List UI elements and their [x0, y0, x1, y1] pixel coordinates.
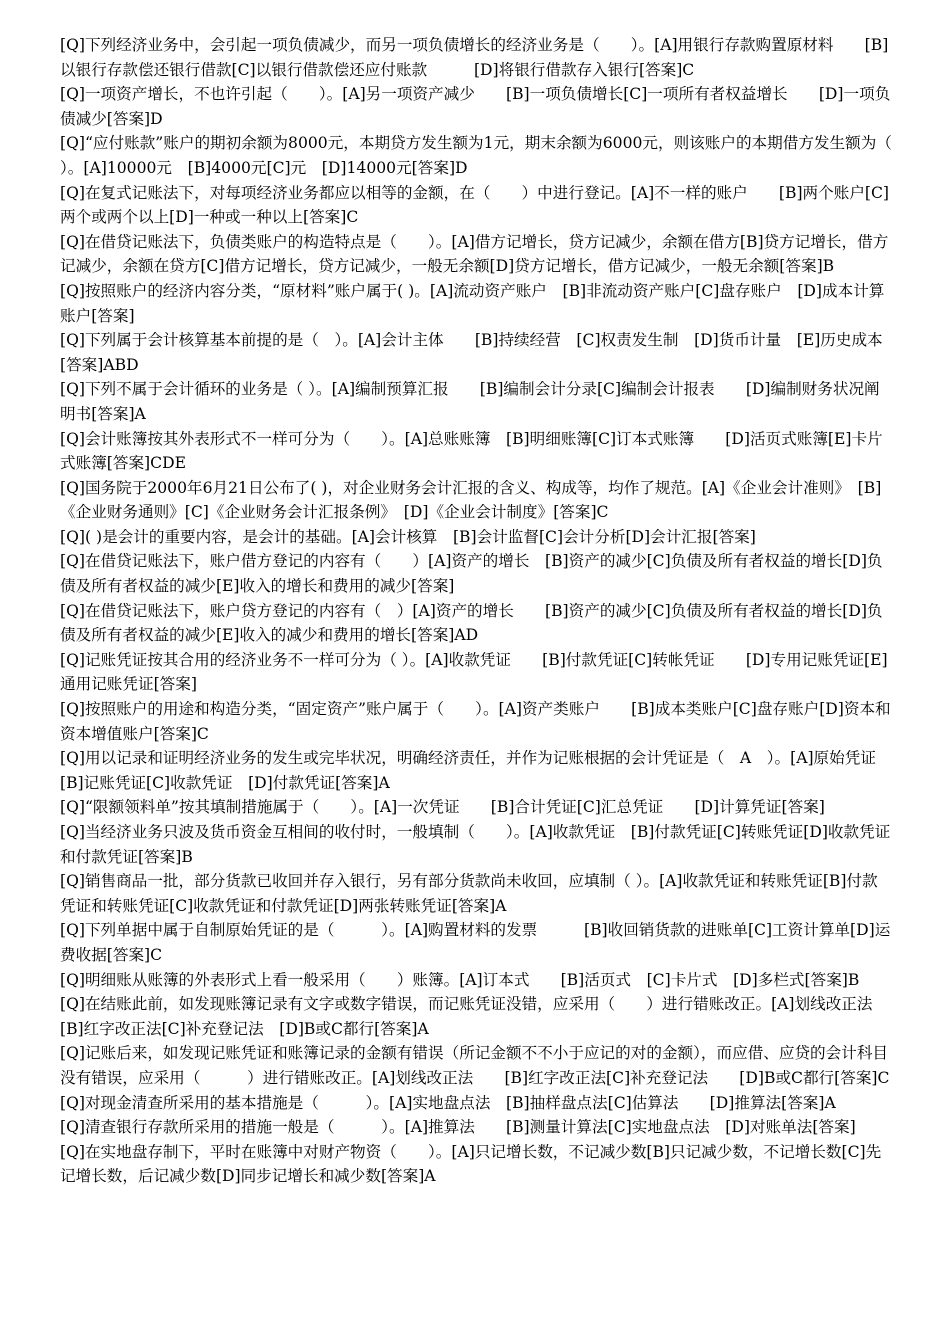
- question-item: [Q]明细账从账簿的外表形式上看一般采用（ ）账簿。[A]订本式 [B]活页式 [C]卡片式 [D]多栏式[答案]B: [60, 970, 860, 989]
- question-item: [Q]在借贷记账法下，账户借方登记的内容有（ ）[A]资产的增长 [B]资产的减少[C]负债及所有者权益的增长[D]负债及所有者权益的减少[E]收入的增长和费用的减少[答案]: [60, 552, 883, 596]
- question-item: [Q]会计账簿按其外表形式不一样可分为（ ）。[A]总账账簿 [B]明细账簿[C]订本式账簿 [D]活页式账簿[E]卡片式账簿[答案]CDE: [60, 429, 883, 473]
- question-item: [Q]在复式记账法下，对每项经济业务都应以相等的金额，在（ ）中进行登记。[A]不一样的账户 [B]两个账户[C]两个或两个以上[D]一种或一种以上[答案]C: [60, 183, 890, 227]
- question-item: [Q]销售商品一批，部分货款已收回并存入银行，另有部分货款尚未收回，应填制（ ）。[A]收款凭证和转账凭证[B]付款凭证和转账凭证[C]收款凭证和付款凭证[D]两张转账凭证[答案]A: [60, 872, 878, 915]
- question-item: [Q]下列单据中属于自制原始凭证的是（ ）。[A]购置材料的发票 [B]收回销货款的进账单[C]工资计算单[D]运费收据[答案]C: [60, 921, 891, 964]
- question-item: [Q]记账凭证按其合用的经济业务不一样可分为（ ）。[A]收款凭证 [B]付款凭证[C]转帐凭证 [D]专用记账凭证[E]通用记账凭证[答案]: [60, 650, 888, 694]
- question-item: [Q]在借贷记账法下，账户贷方登记的内容有（ ）[A]资产的增长 [B]资产的减少[C]负债及所有者权益的增长[D]负债及所有者权益的减少[E]收入的减少和费用的增长[答案]AD: [60, 601, 883, 645]
- question-item: [Q]清查银行存款所采用的措施一般是（ ）。[A]推算法 [B]测量计算法[C]实地盘点法 [D]对账单法[答案]: [60, 1118, 856, 1137]
- question-item: [Q]一项资产增长，不也许引起（ ）。[A]另一项资产减少 [B]一项负债增长[C]一项所有者权益增长 [D]一项负债减少[答案]D: [60, 85, 891, 128]
- question-item: [Q]对现金清查所采用的基本措施是（ ）。[A]实地盘点法 [B]抽样盘点法[C]估算法 [D]推算法[答案]A: [60, 1093, 836, 1112]
- question-item: [Q]在借贷记账法下，负债类账户的构造特点是（ ）。[A]借方记增长，贷方记减少，余额在借方[B]贷方记增长，借方记减少，余额在贷方[C]借方记增长，贷方记减少，一般无余额[D]贷方记增长，借方记减少，一般无余额[答案]B: [60, 232, 889, 276]
- question-item: [Q]下列经济业务中，会引起一项负债减少，而另一项负债增长的经济业务是（ ）。[A]用银行存款购置原材料 [B]以银行存款偿还银行借款[C]以银行借款偿还应付账款 [D]将银行借款存入银行[答案]C: [60, 36, 889, 79]
- question-item: [Q]在结账此前，如发现账簿记录有文字或数字错误，而记账凭证没错，应采用（ ）进行错账改正。[A]划线改正法 [B]红字改正法[C]补充登记法 [D]B或C都行[答案]A: [60, 995, 904, 1038]
- question-item: [Q]下列属于会计核算基本前提的是（ ）。[A]会计主体 [B]持续经营 [C]权责发生制 [D]货币计量 [E]历史成本[答案]ABD: [60, 331, 883, 374]
- question-item: [Q]“限额领料单”按其填制措施属于（ ）。[A]一次凭证 [B]合计凭证[C]汇总凭证 [D]计算凭证[答案]: [60, 798, 825, 817]
- question-item: [Q]国务院于2000年6月21日公布了( )，对企业财务会计汇报的含义、构成等，均作了规范。[A]《企业会计准则》 [B]《企业财务通则》[C]《企业财务会计汇报条例》 [D]《企业会计制度》[答案]C: [60, 478, 882, 522]
- question-item: [Q]下列不属于会计循环的业务是（ ）。[A]编制预算汇报 [B]编制会计分录[C]编制会计报表 [D]编制财务状况阐明书[答案]A: [60, 380, 880, 423]
- question-item: [Q]在实地盘存制下，平时在账簿中对财产物资（ ）。[A]只记增长数，不记减少数[B]只记减少数，不记增长数[C]先记增长数，后记减少数[D]同步记增长和减少数[答案]A: [60, 1142, 882, 1186]
- question-item: [Q]按照账户的经济内容分类，“原材料”账户属于( )。[A]流动资产账户 [B]非流动资产账户[C]盘存账户 [D]成本计算账户[答案]: [60, 281, 885, 325]
- question-item: [Q]( )是会计的重要内容，是会计的基础。[A]会计核算 [B]会计监督[C]会计分析[D]会计汇报[答案]: [60, 527, 756, 546]
- question-item: [Q]“应付账款”账户的期初余额为8000元，本期贷方发生额为1元，期末余额为6000元，则该账户的本期借方发生额为（ ）。[A]10000元 [B]4000元[C]元 [D]14000元[答案]D: [60, 134, 939, 177]
- question-item: [Q]当经济业务只波及货币资金互相间的收付时，一般填制（ ）。[A]收款凭证 [B]付款凭证[C]转账凭证[D]收款凭证和付款凭证[答案]B: [60, 823, 891, 866]
- question-item: [Q]记账后来，如发现记账凭证和账簿记录的金额有错误（所记金额不不小于应记的对的金额），而应借、应贷的会计科目没有错误，应采用（ ）进行错账改正。[A]划线改正法 [B]红字改正法[C]补充登记法 [D]B或C都行[答案]C: [60, 1044, 890, 1087]
- question-item: [Q]按照账户的用途和构造分类，“固定资产”账户属于（ ）。[A]资产类账户 [B]成本类账户[C]盘存账户[D]资本和资本增值账户[答案]C: [60, 700, 891, 743]
- question-item: [Q]用以记录和证明经济业务的发生或完毕状况，明确经济责任，并作为记账根据的会计凭证是（ A ）。[A]原始凭证 [B]记账凭证[C]收款凭证 [D]付款凭证[答案]A: [60, 749, 892, 792]
- question-document: [60, 33, 939, 1189]
